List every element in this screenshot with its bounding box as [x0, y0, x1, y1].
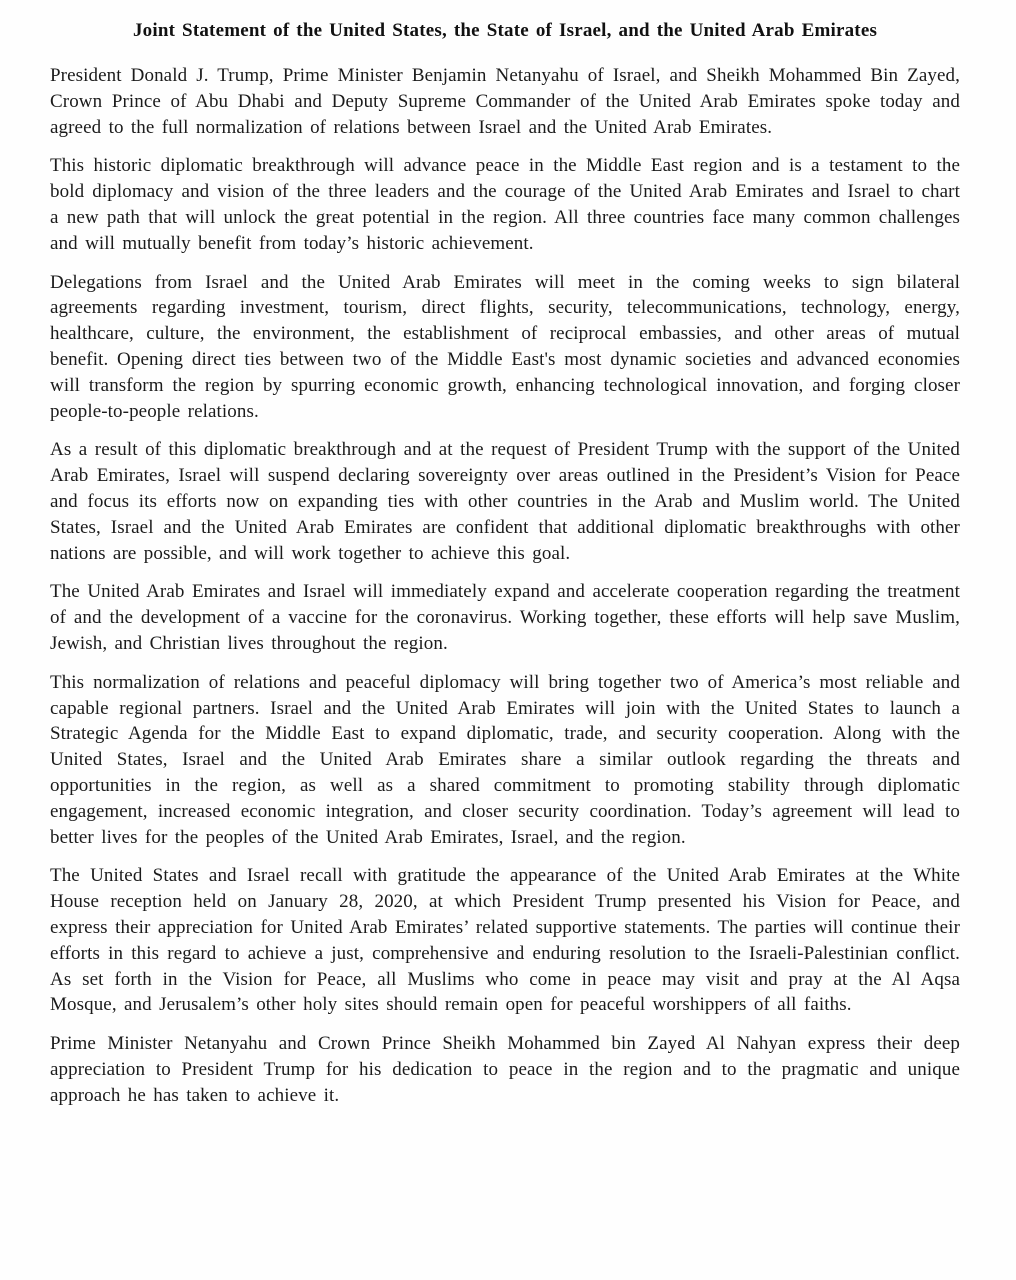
paragraph-8: Prime Minister Netanyahu and Crown Prince Sheikh Mohammed bin Zayed Al Nahyan express their deep appreciation to President Trump for his dedication to peace in the region and to the pragmatic and unique approach he has taken to achieve it.	[50, 1033, 960, 1106]
paragraph-2: This historic diplomatic breakthrough will advance peace in the Middle East region and is a testament to the bold diplomacy and vision of the three leaders and the courage of the United Arab Emirates and Israel to chart a new path that will unlock the great potential in the region. All three countries face many common challenges and will mutually benefit from today’s historic achievement.	[50, 155, 960, 254]
paragraph-5: The United Arab Emirates and Israel will immediately expand and accelerate cooperation regarding the treatment of and the development of a vaccine for the coronavirus. Working together, these efforts will help save Muslim, Jewish, and Christian lives throughout the region.	[50, 581, 960, 654]
document-title: Joint Statement of the United States, the State of Israel, and the United Arab Emirates	[132, 20, 878, 41]
paragraph-3: Delegations from Israel and the United Arab Emirates will meet in the coming weeks to sign bilateral agreements regarding investment, tourism, direct flights, security, telecommunications, technology, energy, healthcare, culture, the environment, the establishment of reciprocal embassies, and other areas of mutual benefit. Opening direct ties between two of the Middle East's most dynamic societies and advanced economies will transform the region by spurring economic growth, enhancing technological innovation, and forging closer people-to-people relations.	[50, 271, 960, 422]
paragraph-7: The United States and Israel recall with gratitude the appearance of the United Arab Emirates at the White House reception held on January 28, 2020, at which President Trump presented his Vision for Peace, and express their appreciation for United Arab Emirates’ related supportive statements. The parties will continue their efforts in this regard to achieve a just, comprehensive and enduring resolution to the Israeli-Palestinian conflict. As set forth in the Vision for Peace, all Muslims who come in peace may visit and pray at the Al Aqsa Mosque, and Jerusalem’s other holy sites should remain open for peaceful worshippers of all faiths.	[50, 865, 960, 1016]
paragraph-4: As a result of this diplomatic breakthrough and at the request of President Trump with the support of the United Arab Emirates, Israel will suspend declaring sovereignty over areas outlined in the President’s Vision for Peace and focus its efforts now on expanding ties with other countries in the Arab and Muslim world. The United States, Israel and the United Arab Emirates are confident that additional diplomatic breakthroughs with other nations are possible, and will work together to achieve this goal.	[50, 439, 960, 564]
paragraph-1: President Donald J. Trump, Prime Minister Benjamin Netanyahu of Israel, and Sheikh Mohammed Bin Zayed, Crown Prince of Abu Dhabi and Deputy Supreme Commander of the United Arab Emirates spoke today and agreed to the full normalization of relations between Israel and the United Arab Emirates.	[50, 65, 960, 138]
paragraph-6: This normalization of relations and peaceful diplomacy will bring together two of America’s most reliable and capable regional partners. Israel and the United Arab Emirates will join with the United States to launch a Strategic Agenda for the Middle East to expand diplomatic, trade, and security cooperation. Along with the United States, Israel and the United Arab Emirates share a similar outlook regarding the threats and opportunities in the region, as well as a shared commitment to promoting stability through diplomatic engagement, increased economic integration, and closer security coordination. Today’s agreement will lead to better lives for the peoples of the United Arab Emirates, Israel, and the region.	[50, 671, 960, 848]
